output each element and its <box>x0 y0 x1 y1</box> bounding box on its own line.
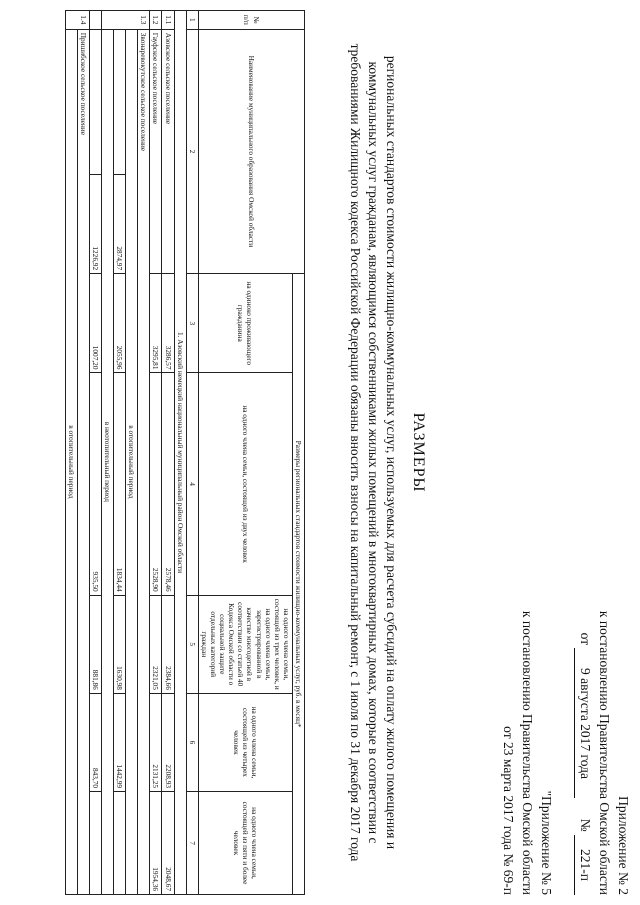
municipality-name: Гауфское сельское поселение <box>150 29 162 273</box>
number-label: № <box>578 818 594 832</box>
row-number: 1.2 <box>150 11 162 30</box>
value-three: 1834,44 <box>114 373 126 595</box>
value-single: 3295,81 <box>150 274 162 373</box>
value-four: 2208,93 <box>162 693 174 791</box>
value-five: 1442,99 <box>114 693 126 791</box>
previous-appendix-number: "Приложение № 5 <box>539 790 554 895</box>
index-cell: 6 <box>186 693 198 791</box>
value-five: 1954,36 <box>150 792 162 895</box>
empty-cell <box>89 792 101 895</box>
col-four-header: на одного члена семьи, состоящей из четырех человек <box>198 693 292 791</box>
value-four: 1630,98 <box>114 595 126 693</box>
table-row <box>138 11 150 895</box>
table-row <box>89 11 101 895</box>
col-three-header: на одного члена семьи, состоящей из трех человек, и на одного члена семьи, зарегистрированной в качестве многодетной в соответствии со статьей 40 Кодекса Омской области о социальной защите отдельных категорий граждан <box>198 595 292 693</box>
index-cell: 7 <box>186 792 198 895</box>
empty-cell <box>114 29 126 174</box>
municipality-name: Азовское сельское поселение <box>162 29 174 273</box>
from-label: от <box>578 632 594 646</box>
value-single: 1226,92 <box>89 174 101 273</box>
table-row <box>150 11 162 895</box>
row-number: 1.4 <box>65 11 89 30</box>
heating-period-label: в отопительный период <box>126 29 138 894</box>
index-cell: 1 <box>186 11 198 30</box>
document-subtitle: региональных стандартов стоимости жилищно-коммунальных услуг, используемых для расчета субсидий на оплату жилого помещения и коммунальных услуг гражданам, являющимся собственниками жилых помещений в многоквартирных домах, которые в соответствии с требованиями Жилищного кодекса Российской Федерации обязаны вносить взносы на капитальный ремонт, с 1 июля по 31 декабря 2017 года <box>347 43 399 862</box>
col-two-header: на одного члена семьи, состоящей из двух человек <box>198 373 292 595</box>
value-four: 2131,25 <box>150 693 162 791</box>
index-cell: 3 <box>186 274 198 373</box>
col-single-header: на одиноко проживающего гражданина <box>198 274 292 373</box>
value-three: 2321,05 <box>150 595 162 693</box>
section-row <box>174 11 186 895</box>
period-row <box>101 11 113 895</box>
row-number: 1.1 <box>162 11 174 30</box>
value-two: 2578,46 <box>162 373 174 595</box>
heating-period-label: в отопительный период <box>65 29 77 894</box>
previous-appendix-resolution: к постановлению Правительства Омской области <box>520 610 536 895</box>
value-two: 2528,90 <box>150 373 162 595</box>
municipality-name: Пришибское сельское поселение <box>77 29 89 894</box>
index-cell: 2 <box>186 29 198 273</box>
municipality-name: Звонаревокутское сельское поселение <box>138 29 150 894</box>
value-five: 2048,67 <box>162 792 174 895</box>
value-single: 2874,97 <box>114 174 126 273</box>
period-row <box>126 11 138 895</box>
appendix-resolution: к постановлению Правительства Омской области <box>597 610 613 895</box>
index-cell: 4 <box>186 373 198 595</box>
nonheating-period-label: в неотопительный период <box>101 29 113 894</box>
period-row <box>65 11 77 895</box>
previous-appendix-date: от 23 марта 2017 года № 69-п <box>501 726 517 895</box>
empty-cell <box>114 792 126 895</box>
col-five-header: на одного члена семьи, состоящей из пяти и более человек <box>198 792 292 895</box>
resolution-number: 221-п <box>574 835 594 895</box>
value-four: 881,86 <box>89 595 101 693</box>
value-single: 3286,57 <box>162 274 174 373</box>
document-title: РАЗМЕРЫ <box>410 412 427 493</box>
column-index-row <box>186 11 198 895</box>
row-number: 1.3 <box>101 11 149 30</box>
value-three: 2384,66 <box>162 595 174 693</box>
empty-cell <box>89 29 101 174</box>
appendix-number: Приложение № 2 <box>616 796 631 895</box>
section-title: 1. Азовский немецкий национальный муниципальный район Омской области <box>174 11 186 895</box>
table-row <box>77 11 89 895</box>
standards-table <box>65 10 305 895</box>
col-municipality-header: Наименование муниципального образования Омской области <box>198 29 304 273</box>
index-cell: 5 <box>186 595 198 693</box>
col-number-header: № п/п <box>198 11 304 30</box>
resolution-date: 9 августа 2017 года <box>574 648 594 798</box>
appendix-date-line <box>574 565 594 895</box>
value-two: 1007,20 <box>89 274 101 373</box>
appendix-current <box>574 565 632 895</box>
table-row <box>114 11 126 895</box>
col-group-header: Размеры региональных стандартов стоимости жилищно-коммунальных услуг, руб. в месяц* <box>292 274 304 895</box>
value-three: 935,50 <box>89 373 101 595</box>
appendix-previous <box>498 565 555 895</box>
empty-cell <box>89 11 101 30</box>
table-row <box>162 11 174 895</box>
value-two: 2055,96 <box>114 274 126 373</box>
header-row <box>292 11 304 895</box>
value-five: 843,70 <box>89 693 101 791</box>
